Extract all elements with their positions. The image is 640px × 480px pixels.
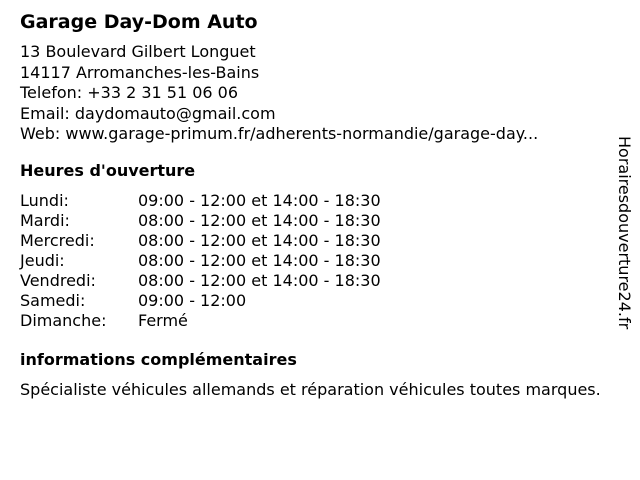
day-hours: 08:00 - 12:00 et 14:00 - 18:30 [138,210,381,230]
day-label: Jeudi: [20,250,65,270]
phone-number[interactable]: Telefon: +33 2 31 51 06 06 [20,83,239,102]
day-hours: 08:00 - 12:00 et 14:00 - 18:30 [138,270,381,290]
business-card [20,10,610,400]
hours-row [20,251,610,271]
day-label: Dimanche: [20,310,107,330]
hours-row [20,271,610,291]
day-label: Mercredi: [20,230,95,250]
hours-row [20,311,610,331]
hours-table [20,191,610,331]
info-text: Spécialiste véhicules allemands et réparation véhicules toutes marques. [20,379,601,399]
day-label: Mardi: [20,210,70,230]
day-label: Lundi: [20,190,69,210]
hours-row [20,231,610,251]
day-label: Vendredi: [20,270,96,290]
hours-row [20,191,610,211]
business-name: Garage Day-Dom Auto [20,11,258,33]
day-hours: 09:00 - 12:00 [138,290,247,310]
day-label: Samedi: [20,290,86,310]
site-watermark: Horairesdouverture24.fr [615,136,634,330]
day-hours: 08:00 - 12:00 et 14:00 - 18:30 [138,230,381,250]
hours-row [20,211,610,231]
info-heading: informations complémentaires [20,349,297,369]
city-address: 14117 Arromanches-les-Bains [20,62,260,82]
day-hours: Fermé [138,310,188,330]
day-hours: 08:00 - 12:00 et 14:00 - 18:30 [138,250,381,270]
day-hours: 09:00 - 12:00 et 14:00 - 18:30 [138,190,381,210]
hours-row [20,291,610,311]
hours-heading: Heures d'ouverture [20,160,196,180]
email-address[interactable]: Email: daydomauto@gmail.com [20,103,276,123]
street-address: 13 Boulevard Gilbert Longuet [20,42,256,61]
website-link[interactable]: Web: www.garage-primum.fr/adherents-normandie/garage-day... [20,124,539,143]
